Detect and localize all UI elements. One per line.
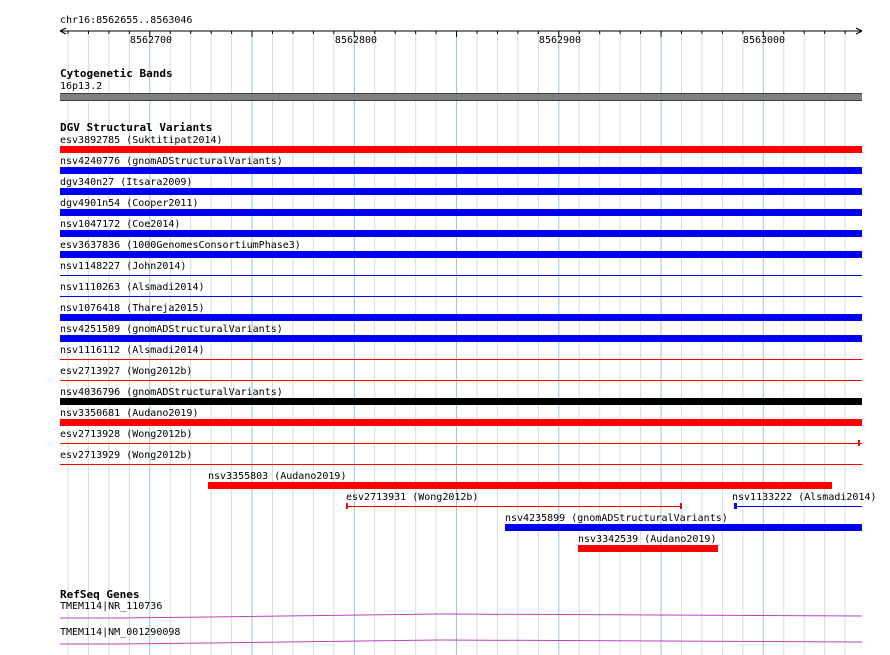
feature-bar[interactable] xyxy=(60,230,862,237)
feature-label: nsv1076418 (Thareja2015) xyxy=(60,303,205,314)
feature-cap xyxy=(734,503,737,509)
feature-label: esv3637836 (1000GenomesConsortiumPhase3) xyxy=(60,240,301,251)
feature-label: nsv3342539 (Audano2019) xyxy=(578,534,717,545)
feature-label: nsv4235899 (gnomADStructuralVariants) xyxy=(505,513,728,524)
feature-bar[interactable] xyxy=(60,335,862,342)
feature-bar[interactable] xyxy=(60,359,862,360)
feature-bar-esv2713931[interactable] xyxy=(346,506,682,507)
feature-label: nsv4251509 (gnomADStructuralVariants) xyxy=(60,324,283,335)
feature-label: nsv1148227 (John2014) xyxy=(60,261,187,272)
gene-label: TMEM114|NR_110736 xyxy=(60,601,163,612)
feature-bar[interactable] xyxy=(60,380,862,381)
feature-cap xyxy=(858,440,860,446)
feature-label: nsv4036796 (gnomADStructuralVariants) xyxy=(60,387,283,398)
feature-label: esv2713931 (Wong2012b) xyxy=(346,492,479,503)
feature-bar[interactable] xyxy=(60,209,862,216)
feature-bar[interactable] xyxy=(60,275,862,276)
cytoband-label: 16p13.2 xyxy=(60,81,103,92)
feature-label: esv3892785 (Suktitipat2014) xyxy=(60,135,223,146)
gene-track-nr-110736[interactable] xyxy=(60,608,862,620)
gene-track-nm-001290098[interactable] xyxy=(60,634,862,646)
feature-label: nsv4240776 (gnomADStructuralVariants) xyxy=(60,156,283,167)
ruler-tick-label: 8563000 xyxy=(742,35,786,46)
feature-bar-nsv3342539[interactable] xyxy=(578,545,718,552)
feature-label: nsv3355803 (Audano2019) xyxy=(208,471,347,482)
ruler-tick-label: 8562800 xyxy=(334,35,378,46)
feature-bar[interactable] xyxy=(60,314,862,321)
feature-cap xyxy=(346,503,348,509)
ruler-tick-label: 8562900 xyxy=(538,35,582,46)
feature-bar[interactable] xyxy=(60,464,862,465)
feature-label: esv2713928 (Wong2012b) xyxy=(60,429,193,440)
feature-bar[interactable] xyxy=(60,251,862,258)
feature-bar[interactable] xyxy=(60,419,862,426)
feature-bar[interactable] xyxy=(60,443,862,444)
feature-label: dgv4901n54 (Cooper2011) xyxy=(60,198,199,209)
feature-bar[interactable] xyxy=(60,296,862,297)
feature-label: esv2713929 (Wong2012b) xyxy=(60,450,193,461)
coordinate-range: chr16:8562655..8563046 xyxy=(60,15,193,26)
feature-bar-nsv4235899[interactable] xyxy=(505,524,862,531)
feature-bar[interactable] xyxy=(60,188,862,195)
feature-label: nsv1133222 (Alsmadi2014) xyxy=(732,492,877,503)
feature-label: nsv1110263 (Alsmadi2014) xyxy=(60,282,205,293)
feature-bar-nsv1133222[interactable] xyxy=(734,506,862,507)
cytoband-track-title: Cytogenetic Bands xyxy=(60,67,173,80)
feature-label: dgv340n27 (Itsara2009) xyxy=(60,177,193,188)
dgv-track-title: DGV Structural Variants xyxy=(60,121,213,134)
feature-bar[interactable] xyxy=(60,398,862,405)
feature-label: nsv1047172 (Coe2014) xyxy=(60,219,181,230)
refseq-track-title: RefSeq Genes xyxy=(60,588,140,601)
feature-bar[interactable] xyxy=(60,167,862,174)
feature-label: nsv3350681 (Audano2019) xyxy=(60,408,199,419)
feature-label: nsv1116112 (Alsmadi2014) xyxy=(60,345,205,356)
cytoband-bar[interactable] xyxy=(60,93,862,101)
feature-cap xyxy=(680,503,682,509)
feature-bar[interactable] xyxy=(60,146,862,153)
feature-bar-nsv3355803[interactable] xyxy=(208,482,832,489)
gene-label: TMEM114|NM_001290098 xyxy=(60,627,181,638)
ruler-tick-label: 8562700 xyxy=(129,35,173,46)
feature-label: esv2713927 (Wong2012b) xyxy=(60,366,193,377)
